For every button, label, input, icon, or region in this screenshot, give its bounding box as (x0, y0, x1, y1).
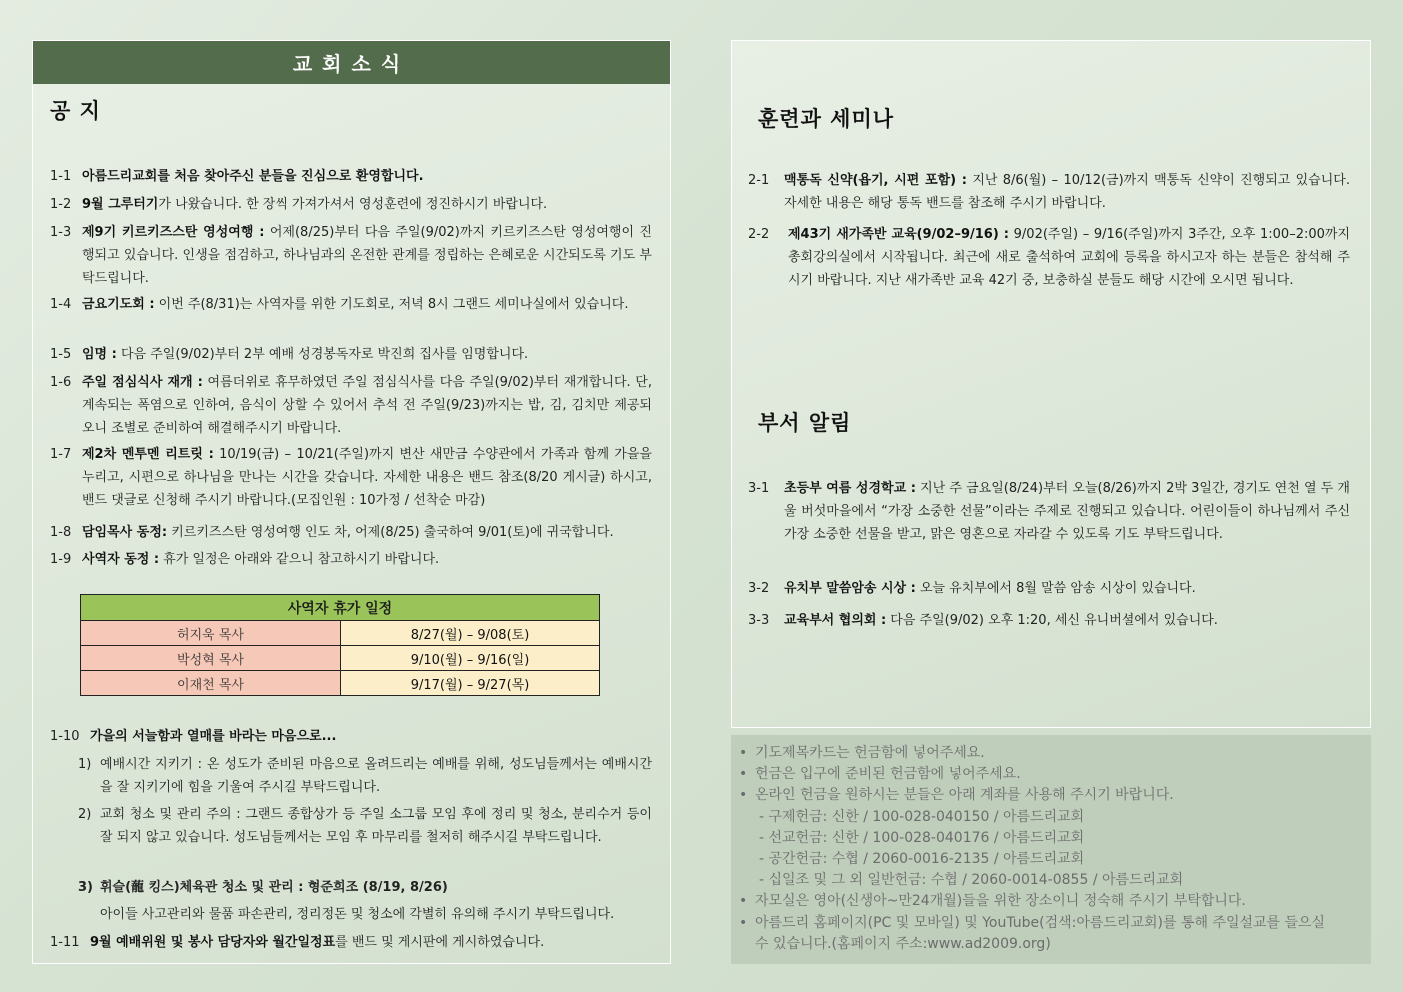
bullet-icon: • (739, 787, 748, 804)
notice-item-1-5: 1-5 임명 : 다음 주일(9/02)부터 2부 예배 성경봉독자로 박진희 집사를 임명합니다. (50, 347, 529, 362)
bullet-icon: • (739, 914, 748, 931)
vacation-schedule-title: 사역자 휴가 일정 (81, 595, 600, 621)
notice-subitem-2: 2) 교회 청소 및 관리 주의 : 그랜드 종합상가 등 주일 소그룹 모임 후에 정리 및 청소, 분리수거 등이 잘 되지 않고 있습니다. 성도님들께서는 모임 후 마무리를 철저히 해주시길 부탁드립니다. (78, 807, 652, 845)
notice-item-1-4: 1-4 금요기도회 : 이번 주(8/31)는 사역자를 위한 기도회로, 저녁 8시 그랜드 세미나실에서 있습니다. (50, 297, 629, 312)
bullet-icon: • (739, 766, 748, 783)
notice-item-1-6: 1-6 주일 점심식사 재개 : 여름더위로 휴무하였던 주일 점심식사를 다음 주일(9/02)부터 재개합니다. 단, 계속되는 폭염으로 인하여, 음식이 상할 수 있어서 추석 전 주일(9/23)까지는 밥, 김, 김치만 제공되오니 조별로 준비하여 해결해주시기 바랍니다. (50, 375, 652, 436)
dept-notice-title: 부서 알림 (758, 411, 852, 435)
notice-item-1-7: 1-7 제2차 멘투멘 리트릿 : 10/19(금) – 10/21(주일)까지 변산 새만금 수양관에서 가족과 함께 가을을 누리고, 시편으로 하나님을 만나는 시간을 갖습니다. 자세한 내용은 밴드 참조(8/20 게시글) 하시고, 밴드 댓글로 신청해 주시기 바랍니다.(모집인원 : 10가정 / 선착순 마감) (50, 447, 652, 508)
pastor-name: 박성혁 목사 (81, 646, 341, 671)
footer-line: • 온라인 헌금을 원하시는 분들은 아래 계좌를 사용해 주시기 바랍니다. (739, 785, 1361, 806)
footer-line: • 헌금은 입구에 준비된 헌금함에 넣어주세요. (739, 764, 1361, 785)
pastor-name: 허지욱 목사 (81, 621, 341, 646)
account-space: - 공간헌금: 수협 / 2060-0016-2135 / 아름드리교회 (759, 851, 1085, 868)
footer-line: • 아름드리 홈페이지(PC 및 모바일) 및 YouTube(검색:아름드리교회)를 통해 주일설교를 들으실 (739, 913, 1361, 934)
notice-item-1-2: 1-2 9월 그루터기가 나왔습니다. 한 장씩 가져가셔서 영성훈련에 정진하시기 바랍니다. (50, 197, 548, 212)
bullet-icon: • (739, 893, 748, 910)
notice-item-1-8: 1-8 담임목사 동정: 키르키즈스탄 영성여행 인도 차, 어제(8/25) 출국하여 9/01(토)에 귀국합니다. (50, 525, 614, 540)
training-seminar-title: 훈련과 세미나 (758, 107, 895, 131)
account-relief: - 구제헌금: 신한 / 100-028-040150 / 아름드리교회 (759, 808, 1085, 825)
notice-item-1-1: 1-1 아름드리교회를 처음 찾아주신 분들을 진심으로 환영합니다. (50, 169, 424, 184)
notice-item-1-9: 1-9 사역자 동정 : 휴가 일정은 아래와 같으니 참고하시기 바랍니다. (50, 552, 440, 567)
table-row (81, 646, 600, 671)
notice-item-1-11: 1-11 9월 예배위원 및 봉사 담당자와 월간일정표를 밴드 및 게시판에 게시하였습니다. (50, 935, 545, 950)
training-dept-panel (731, 40, 1371, 728)
footer-line: • 자모실은 영아(신생아~만24개월)들을 위한 장소이니 정숙해 주시기 부탁합니다. (739, 891, 1361, 912)
vacation-dates: 9/17(월) – 9/27(목) (341, 671, 600, 696)
church-news-panel (32, 40, 671, 964)
dept-item-3-1: 3-1 초등부 여름 성경학교 : 지난 주 금요일(8/24)부터 오늘(8/26)까지 2박 3일간, 경기도 연천 열 두 개울 버섯마을에서 “가장 소중한 선물”이라는 주제로 진행되고 있습니다. 어린이들이 하나님께서 주신 가장 소중한 선물을 받고, 맑은 영혼으로 자라갈 수 있도록 기도 부탁드립니다. (748, 481, 1350, 542)
vacation-dates: 8/27(월) – 9/08(토) (341, 621, 600, 646)
vacation-dates: 9/10(월) – 9/16(일) (341, 646, 600, 671)
church-news-banner: 교회소식 (33, 41, 670, 84)
footer-line: • 기도제목카드는 헌금함에 넣어주세요. (739, 743, 1361, 764)
account-tithe: - 십일조 및 그 외 일반헌금: 수협 / 2060-0014-0855 / 아름드리교회 (759, 872, 1184, 889)
pastor-name: 이재천 목사 (81, 671, 341, 696)
account-mission: - 선교헌금: 신한 / 100-028-040176 / 아름드리교회 (759, 829, 1085, 846)
offering-info-box (731, 735, 1371, 964)
training-item-2-1: 2-1 맥통독 신약(욥기, 시편 포함) : 지난 8/6(월) – 10/12(금)까지 맥통독 신약이 진행되고 있습니다. 자세한 내용은 해당 통독 밴드를 참조해 주시기 바랍니다. (748, 173, 1350, 211)
notice-item-1-10: 1-10 가을의 서늘함과 열매를 바라는 마음으로... (50, 729, 337, 744)
homepage-continued: 수 있습니다.(홈페이지 주소:www.ad2009.org) (755, 935, 1051, 952)
training-item-2-2: 2-2 제43기 새가족반 교육(9/02–9/16) : 9/02(주일) – 9/16(주일)까지 3주간, 오후 1:00–2:00까지 총회강의실에서 시작됩니다. 최근에 새로 출석하여 교회에 등록을 하시고자 하는 분들은 참석해 주시기 바랍니다. 지난 새가족반 교육 42기 중, 보충하실 분들도 해당 시간에 오시면 됩니다. (748, 227, 1351, 288)
notice-item-1-3: 1-3 제9기 키르키즈스탄 영성여행 : 어제(8/25)부터 다음 주일(9/02)까지 키르키즈스탄 영성여행이 진행되고 있습니다. 인생을 점검하고, 하나님과의 온전한 관계를 정립하는 은혜로운 시간되도록 기도 부탁드립니다. (50, 225, 652, 286)
vacation-schedule-table (80, 594, 600, 696)
notice-title: 공 지 (50, 99, 101, 123)
bullet-icon: • (739, 745, 748, 761)
notice-subitem-1: 1) 예배시간 지키기 : 온 성도가 준비된 마음으로 올려드리는 예배를 위해, 성도님들께서는 예배시간을 잘 지키기에 힘을 기울여 주시길 부탁드립니다. (78, 757, 652, 795)
dept-item-3-3: 3-3 교육부서 협의회 : 다음 주일(9/02) 오후 1:20, 세신 유니버셜에서 있습니다. (748, 613, 1218, 628)
table-row (81, 621, 600, 646)
dept-item-3-2: 3-2 유치부 말씀암송 시상 : 오늘 유치부에서 8월 말씀 암송 시상이 있습니다. (748, 581, 1196, 596)
notice-subitem-3: 3) 휘슬(蘢 킹스)체육관 청소 및 관리 : 형준희조 (8/19, 8/26) 아이들 사고관리와 물품 파손관리, 정리정돈 및 청소에 각별히 유의해 주시기 부탁드립니다. (78, 880, 615, 922)
table-row (81, 671, 600, 696)
